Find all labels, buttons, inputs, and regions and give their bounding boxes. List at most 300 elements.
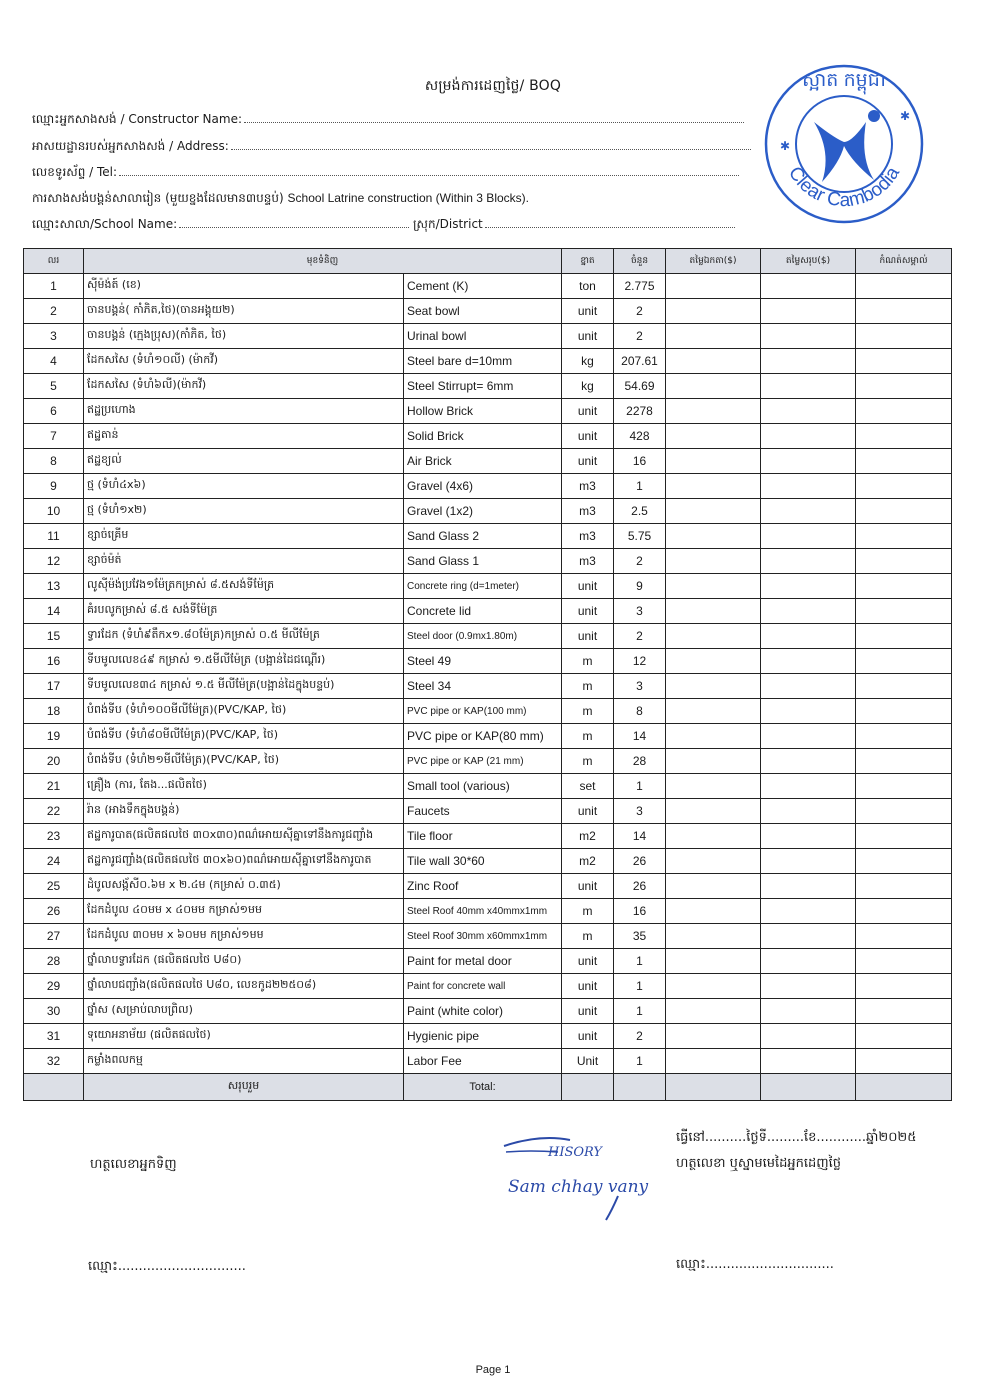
remarks-input[interactable] (856, 524, 952, 549)
unit-price-input[interactable] (666, 299, 761, 324)
item-quantity: 2278 (614, 399, 666, 424)
item-name-en: Solid Brick (404, 424, 562, 449)
row-number: 1 (24, 274, 84, 299)
item-unit: set (562, 774, 614, 799)
item-unit: m3 (562, 549, 614, 574)
row-number: 4 (24, 349, 84, 374)
unit-price-input[interactable] (666, 924, 761, 949)
date-line: ធ្វើនៅ..........ថ្ងៃទី.........ខែ............ឆ្នាំ២០២៥ (676, 1130, 917, 1145)
total-price-input[interactable] (761, 349, 856, 374)
row-number: 26 (24, 899, 84, 924)
remarks-input[interactable] (856, 474, 952, 499)
total-price-input[interactable] (761, 374, 856, 399)
page-title: សម្រង់ការដេញថ្លៃ/ BOQ (424, 78, 562, 94)
item-unit: unit (562, 949, 614, 974)
unit-price-input[interactable] (666, 1049, 761, 1074)
row-number: 31 (24, 1024, 84, 1049)
item-name-kh: ខ្សាច់គ្រើម (84, 524, 404, 549)
unit-price-input[interactable] (666, 374, 761, 399)
item-unit: m3 (562, 499, 614, 524)
unit-price-input[interactable] (666, 1024, 761, 1049)
remarks-input[interactable] (856, 874, 952, 899)
item-name-kh: បំពង់ទីប (ទំហំ៨០មីលីម៉ែត្រ)(PVC/KAP, ថៃ) (84, 724, 404, 749)
total-price-input[interactable] (761, 824, 856, 849)
item-unit: m3 (562, 474, 614, 499)
table-row (24, 899, 952, 924)
unit-price-input[interactable] (666, 824, 761, 849)
item-name-en: Steel Stirrupt= 6mm (404, 374, 562, 399)
district-blank (485, 217, 735, 228)
item-quantity: 2 (614, 624, 666, 649)
item-name-kh: ទីបមូលលេខ៣៤ កម្រាស់ ១.៥ មីលីម៉ែត្រ(បង្អាន់ដៃក្នុងបន្ទប់) (84, 674, 404, 699)
row-number: 30 (24, 999, 84, 1024)
item-quantity: 1 (614, 774, 666, 799)
unit-price-input[interactable] (666, 899, 761, 924)
item-unit: ton (562, 274, 614, 299)
item-name-kh: ស៊ីម៉ង់ត៍ (ខេ) (84, 274, 404, 299)
item-quantity: 1 (614, 1049, 666, 1074)
buyer-signature-label: ហត្ថលេខាអ្នកទិញ (90, 1157, 177, 1172)
item-unit: m (562, 649, 614, 674)
total-price-input[interactable] (761, 974, 856, 999)
total-price-input[interactable] (761, 699, 856, 724)
total-price-input[interactable] (761, 799, 856, 824)
item-quantity: 1 (614, 474, 666, 499)
table-row (24, 574, 952, 599)
total-cell-blank (666, 1074, 761, 1101)
table-row (24, 324, 952, 349)
remarks-input[interactable] (856, 774, 952, 799)
item-unit: unit (562, 324, 614, 349)
total-price-input[interactable] (761, 924, 856, 949)
item-name-kh: ឥដ្ឋការូជញ្ជាំង(ផលិតផលថៃ ៣០x៦០)ពណ៌អោយស៊ីគ្នាទៅនឹងការូបាត (84, 849, 404, 874)
table-row (24, 874, 952, 899)
table-row (24, 999, 952, 1024)
table-row (24, 299, 952, 324)
unit-price-input[interactable] (666, 799, 761, 824)
remarks-input[interactable] (856, 624, 952, 649)
remarks-input[interactable] (856, 849, 952, 874)
remarks-input[interactable] (856, 799, 952, 824)
total-price-input[interactable] (761, 299, 856, 324)
item-name-kh: ចានបង្គន់( កាំភិត,ថៃ)(ចានអង្គុយ២) (84, 299, 404, 324)
item-name-kh: គំរបលូកម្រាស់ ៨.៥ សង់ទីម៉ែត្រ (84, 599, 404, 624)
total-price-input[interactable] (761, 949, 856, 974)
table-row (24, 624, 952, 649)
constructor-name-blank (244, 112, 744, 123)
row-number: 21 (24, 774, 84, 799)
remarks-input[interactable] (856, 949, 952, 974)
table-row (24, 649, 952, 674)
item-quantity: 1 (614, 999, 666, 1024)
unit-price-input[interactable] (666, 274, 761, 299)
row-number: 29 (24, 974, 84, 999)
tel-blank (119, 165, 739, 176)
item-name-en: Hygienic pipe (404, 1024, 562, 1049)
item-name-kh: ដែកសសៃ (ទំហំ១០លី) (ម៉ាកវី) (84, 349, 404, 374)
table-row (24, 524, 952, 549)
bidder-name-line: ឈ្មោះ............................... (676, 1257, 834, 1272)
remarks-input[interactable] (856, 274, 952, 299)
row-number: 23 (24, 824, 84, 849)
unit-price-input[interactable] (666, 999, 761, 1024)
remarks-input[interactable] (856, 349, 952, 374)
total-price-input[interactable] (761, 624, 856, 649)
item-name-kh: ដែកដំបូល ៤០មម x ៤០មម កម្រាស់១មម (84, 899, 404, 924)
item-unit: m2 (562, 849, 614, 874)
item-name-en: Steel bare d=10mm (404, 349, 562, 374)
item-name-en: Gravel (4x6) (404, 474, 562, 499)
total-price-input[interactable] (761, 724, 856, 749)
unit-price-input[interactable] (666, 949, 761, 974)
total-price-input[interactable] (761, 1049, 856, 1074)
total-price-input[interactable] (761, 849, 856, 874)
unit-price-input[interactable] (666, 499, 761, 524)
item-quantity: 1 (614, 949, 666, 974)
item-quantity: 1 (614, 974, 666, 999)
remarks-input[interactable] (856, 399, 952, 424)
total-price-input[interactable] (761, 1024, 856, 1049)
row-number: 13 (24, 574, 84, 599)
item-unit: Unit (562, 1049, 614, 1074)
clear-cambodia-stamp (762, 62, 926, 226)
item-unit: unit (562, 599, 614, 624)
item-quantity: 54.69 (614, 374, 666, 399)
unit-price-input[interactable] (666, 874, 761, 899)
row-number: 20 (24, 749, 84, 774)
unit-price-input[interactable] (666, 749, 761, 774)
signature-line-1: HISORY (548, 1145, 603, 1160)
remarks-input[interactable] (856, 899, 952, 924)
item-quantity: 8 (614, 699, 666, 724)
unit-price-input[interactable] (666, 424, 761, 449)
total-price-input[interactable] (761, 674, 856, 699)
item-unit: unit (562, 874, 614, 899)
item-quantity: 2.5 (614, 499, 666, 524)
remarks-input[interactable] (856, 749, 952, 774)
item-name-kh: បំពង់ទីប (ទំហំ១០០មីលីម៉ែត្រ)(PVC/KAP, ថៃ) (84, 699, 404, 724)
table-row (24, 374, 952, 399)
total-row (24, 1074, 952, 1101)
bidder-signature-label: ហត្ថលេខា ឬស្នាមមេដៃអ្នកដេញថ្លៃ (676, 1156, 842, 1171)
item-quantity: 5.75 (614, 524, 666, 549)
item-quantity: 428 (614, 424, 666, 449)
address-label: អាសយដ្ឋានរបស់អ្នកសាងសង់ / Address: (32, 139, 229, 153)
unit-price-input[interactable] (666, 349, 761, 374)
item-quantity: 3 (614, 674, 666, 699)
item-name-en: PVC pipe or KAP (21 mm) (404, 749, 562, 774)
item-name-en: Concrete lid (404, 599, 562, 624)
unit-price-input[interactable] (666, 674, 761, 699)
row-number: 18 (24, 699, 84, 724)
total-price-input[interactable] (761, 549, 856, 574)
unit-price-input[interactable] (666, 774, 761, 799)
unit-price-input[interactable] (666, 524, 761, 549)
table-body (24, 274, 952, 1074)
table-row (24, 849, 952, 874)
item-name-en: Seat bowl (404, 299, 562, 324)
header-unit-price: តម្លៃឯកតា($) (666, 249, 761, 274)
item-name-kh: ទុយោអនាម័យ (ផលិតផលថៃ) (84, 1024, 404, 1049)
item-unit: unit (562, 399, 614, 424)
unit-price-input[interactable] (666, 399, 761, 424)
item-name-en: Tile wall 30*60 (404, 849, 562, 874)
unit-price-input[interactable] (666, 599, 761, 624)
row-number: 19 (24, 724, 84, 749)
item-name-kh: ខ្សាច់ម៉ត់ (84, 549, 404, 574)
item-name-kh: ថ្នាំលាបទ្វារដែក (ផលិតផលថៃ U៨០) (84, 949, 404, 974)
item-name-kh: លូស៊ីម៉ង់ប្រវែង១ម៉ែត្រកម្រាស់ ៨.៥សង់ទីម៉ែត្រ (84, 574, 404, 599)
table-row (24, 824, 952, 849)
remarks-input[interactable] (856, 374, 952, 399)
item-unit: m (562, 674, 614, 699)
item-quantity: 28 (614, 749, 666, 774)
remarks-input[interactable] (856, 724, 952, 749)
total-price-input[interactable] (761, 574, 856, 599)
table-row (24, 274, 952, 299)
item-name-kh: ថ្នាំលាបជញ្ជាំង(ផលិតផលថៃ U៨០, លេខកូដ២២៥០៨) (84, 974, 404, 999)
table-row (24, 549, 952, 574)
table-row (24, 724, 952, 749)
table-row (24, 924, 952, 949)
item-name-kh: ដែកសសៃ (ទំហំ៦លី)(ម៉ាកវី) (84, 374, 404, 399)
item-name-kh: ថ្នាំស (សម្រាប់លាបព្រិល) (84, 999, 404, 1024)
boq-table (23, 248, 952, 1101)
bidder-signature (500, 1130, 670, 1226)
item-name-kh: ទ្វារដែក (ទំហំ៩តឹកx១.៨០ម៉ែត្រ)កម្រាស់ ០.៥ មីលីម៉ែត្រ (84, 624, 404, 649)
total-label-en: Total: (404, 1074, 562, 1101)
item-name-kh: ឥដ្ឋការូបាត(ផលិតផលថៃ ៣០x៣០)ពណ៌អោយស៊ីគ្នាទៅនឹងការូជញ្ជាំង (84, 824, 404, 849)
item-name-en: PVC pipe or KAP(100 mm) (404, 699, 562, 724)
remarks-input[interactable] (856, 599, 952, 624)
table-row (24, 1024, 952, 1049)
item-unit: unit (562, 624, 614, 649)
item-name-kh: បំពង់ទីប (ទំហំ២១មីលីម៉ែត្រ)(PVC/KAP, ថៃ) (84, 749, 404, 774)
item-unit: m (562, 899, 614, 924)
total-price-input[interactable] (761, 899, 856, 924)
item-name-kh: ថ្ម (ទំហំ១x២) (84, 499, 404, 524)
item-unit: kg (562, 349, 614, 374)
remarks-input[interactable] (856, 549, 952, 574)
table-row (24, 424, 952, 449)
item-name-en: Tile floor (404, 824, 562, 849)
constructor-name-label: ឈ្មោះអ្នកសាងសង់ / Constructor Name: (32, 112, 242, 126)
row-number: 9 (24, 474, 84, 499)
item-unit: unit (562, 999, 614, 1024)
row-number: 22 (24, 799, 84, 824)
item-name-en: PVC pipe or KAP(80 mm) (404, 724, 562, 749)
total-price-input[interactable] (761, 274, 856, 299)
item-name-en: Small tool (various) (404, 774, 562, 799)
total-cell-blank (856, 1074, 952, 1101)
unit-price-input[interactable] (666, 624, 761, 649)
item-unit: unit (562, 449, 614, 474)
row-number: 24 (24, 849, 84, 874)
total-price-input[interactable] (761, 599, 856, 624)
unit-price-input[interactable] (666, 699, 761, 724)
item-quantity: 16 (614, 449, 666, 474)
remarks-input[interactable] (856, 449, 952, 474)
table-row (24, 1049, 952, 1074)
total-price-input[interactable] (761, 999, 856, 1024)
total-price-input[interactable] (761, 874, 856, 899)
item-name-en: Air Brick (404, 449, 562, 474)
item-quantity: 2 (614, 549, 666, 574)
remarks-input[interactable] (856, 924, 952, 949)
row-number: 28 (24, 949, 84, 974)
row-number: 10 (24, 499, 84, 524)
item-quantity: 3 (614, 599, 666, 624)
item-name-en: Faucets (404, 799, 562, 824)
unit-price-input[interactable] (666, 324, 761, 349)
unit-price-input[interactable] (666, 574, 761, 599)
total-label-kh: សរុបរួម (84, 1074, 404, 1101)
item-quantity: 207.61 (614, 349, 666, 374)
unit-price-input[interactable] (666, 549, 761, 574)
project-description-kh: ការសាងសង់បង្គន់សាលារៀន (មួយខ្នងដែលមាន៣បន្ទប់) (32, 191, 284, 205)
table-row (24, 674, 952, 699)
item-unit: unit (562, 424, 614, 449)
item-unit: m (562, 699, 614, 724)
buyer-name-line: ឈ្មោះ............................... (88, 1259, 246, 1274)
table-row (24, 349, 952, 374)
remarks-input[interactable] (856, 674, 952, 699)
header-unit: ខ្នាត (562, 249, 614, 274)
item-unit: kg (562, 374, 614, 399)
item-name-en: Hollow Brick (404, 399, 562, 424)
item-unit: m (562, 924, 614, 949)
item-quantity: 2 (614, 299, 666, 324)
total-price-input[interactable] (761, 649, 856, 674)
item-unit: m (562, 749, 614, 774)
remarks-input[interactable] (856, 974, 952, 999)
total-price-input[interactable] (761, 449, 856, 474)
total-price-input[interactable] (761, 474, 856, 499)
item-quantity: 35 (614, 924, 666, 949)
project-description-en: School Latrine construction (Within 3 Blocks). (287, 191, 529, 205)
remarks-input[interactable] (856, 699, 952, 724)
table-row (24, 749, 952, 774)
item-name-kh: ចានបង្គន់ (ក្មេងប្រុស)(កាំភិត, ថៃ) (84, 324, 404, 349)
item-unit: unit (562, 574, 614, 599)
item-quantity: 2.775 (614, 274, 666, 299)
total-value[interactable] (761, 1074, 856, 1101)
item-name-en: Paint for concrete wall (404, 974, 562, 999)
row-number: 6 (24, 399, 84, 424)
item-unit: m (562, 724, 614, 749)
item-name-en: Steel Roof 40mm x40mmx1mm (404, 899, 562, 924)
remarks-input[interactable] (856, 649, 952, 674)
item-quantity: 12 (614, 649, 666, 674)
item-name-en: Sand Glass 2 (404, 524, 562, 549)
item-name-en: Concrete ring (d=1meter) (404, 574, 562, 599)
unit-price-input[interactable] (666, 474, 761, 499)
item-unit: unit (562, 299, 614, 324)
remarks-input[interactable] (856, 824, 952, 849)
item-name-en: Steel door (0.9mx1.80m) (404, 624, 562, 649)
row-number: 16 (24, 649, 84, 674)
unit-price-input[interactable] (666, 449, 761, 474)
item-name-en: Gravel (1x2) (404, 499, 562, 524)
total-cell-blank (562, 1074, 614, 1101)
unit-price-input[interactable] (666, 974, 761, 999)
item-unit: m2 (562, 824, 614, 849)
row-number: 2 (24, 299, 84, 324)
item-name-kh: ឥដ្ឋប្រហោង (84, 399, 404, 424)
row-number: 17 (24, 674, 84, 699)
table-row (24, 799, 952, 824)
total-cell-blank (24, 1074, 84, 1101)
total-price-input[interactable] (761, 499, 856, 524)
table-header-row (24, 249, 952, 274)
project-description (32, 190, 772, 208)
constructor-name-field (32, 111, 772, 129)
page-number: Page 1 (475, 1364, 511, 1376)
total-price-input[interactable] (761, 399, 856, 424)
remarks-input[interactable] (856, 424, 952, 449)
total-price-input[interactable] (761, 749, 856, 774)
remarks-input[interactable] (856, 1049, 952, 1074)
total-price-input[interactable] (761, 524, 856, 549)
table-row (24, 474, 952, 499)
item-unit: m3 (562, 524, 614, 549)
signature-line-2: Sam chhay vany (508, 1177, 649, 1197)
total-price-input[interactable] (761, 774, 856, 799)
row-number: 25 (24, 874, 84, 899)
total-price-input[interactable] (761, 424, 856, 449)
item-name-kh: គ្រឿង (ការ, តែង...ផលិតថៃ) (84, 774, 404, 799)
unit-price-input[interactable] (666, 649, 761, 674)
remarks-input[interactable] (856, 574, 952, 599)
item-name-kh: កម្លាំងពលកម្ម (84, 1049, 404, 1074)
remarks-input[interactable] (856, 299, 952, 324)
table-row (24, 699, 952, 724)
header-total-price: តម្លៃសរុប($) (761, 249, 856, 274)
item-quantity: 16 (614, 899, 666, 924)
item-name-en: Sand Glass 1 (404, 549, 562, 574)
remarks-input[interactable] (856, 1024, 952, 1049)
item-quantity: 9 (614, 574, 666, 599)
star-icon: ✱ (780, 139, 791, 153)
item-quantity: 3 (614, 799, 666, 824)
row-number: 14 (24, 599, 84, 624)
school-district-field (32, 216, 772, 234)
total-price-input[interactable] (761, 324, 856, 349)
item-quantity: 26 (614, 849, 666, 874)
remarks-input[interactable] (856, 324, 952, 349)
address-field (32, 138, 772, 156)
item-name-en: Steel Roof 30mm x60mmx1mm (404, 924, 562, 949)
item-name-kh: ឥដ្ឋតាន់ (84, 424, 404, 449)
row-number: 11 (24, 524, 84, 549)
item-name-en: Urinal bowl (404, 324, 562, 349)
row-number: 8 (24, 449, 84, 474)
item-name-en: Zinc Roof (404, 874, 562, 899)
table-row (24, 449, 952, 474)
address-blank (231, 139, 751, 150)
header-qty: ចំនួន (614, 249, 666, 274)
item-name-kh: ដែកដំបូល ៣០មម x ៦០មម កម្រាស់១មម (84, 924, 404, 949)
unit-price-input[interactable] (666, 724, 761, 749)
unit-price-input[interactable] (666, 849, 761, 874)
table-row (24, 974, 952, 999)
remarks-input[interactable] (856, 999, 952, 1024)
item-quantity: 14 (614, 724, 666, 749)
item-quantity: 2 (614, 1024, 666, 1049)
item-name-en: Paint (white color) (404, 999, 562, 1024)
remarks-input[interactable] (856, 499, 952, 524)
table-row (24, 499, 952, 524)
